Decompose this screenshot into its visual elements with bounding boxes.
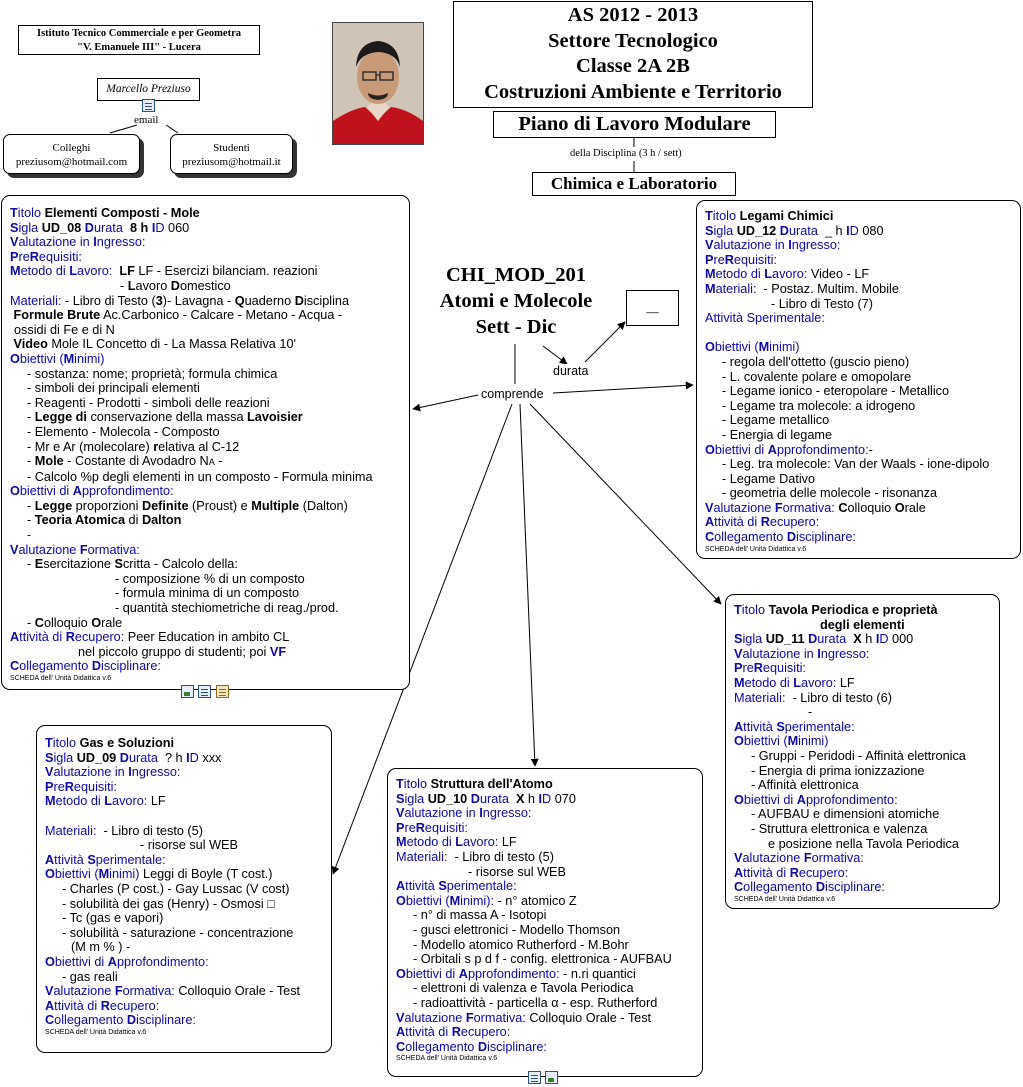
ud11-sigla: Sigla UD_11 Durata X h ID 000 <box>734 632 914 647</box>
contact-studenti[interactable] <box>170 134 293 174</box>
ud08-formule-line2: ossidi di Fe e di N <box>14 322 115 337</box>
contact-studenti-email[interactable]: preziusom@hotmail.it <box>182 156 281 168</box>
comprende-label: comprende <box>481 387 544 401</box>
disciplina-label: della Disciplina (3 h / sett) <box>570 148 682 159</box>
ud12-coll-disc: Collegamento Disciplinare: <box>705 530 856 545</box>
ud11-val-ingresso: Valutazione in Ingresso: <box>734 646 870 661</box>
module-title-block[interactable] <box>418 262 614 340</box>
ud08-val-esercitazione: - Esercitazione Scritta - Calcolo della: <box>27 557 238 572</box>
contact-colleghi[interactable] <box>3 134 140 174</box>
ud10-ob-min-1: - n° di massa A - Isotopi <box>413 908 547 923</box>
ud11-metodo: Metodo di Lavoro: LF <box>734 675 855 690</box>
ud12-materiali: Materiali: - Postaz. Multim. Mobile <box>705 281 899 296</box>
notes-attachment-icon[interactable] <box>528 1071 541 1084</box>
ud12-ob-appr-3: - geometria delle molecole - risonanza <box>722 486 938 501</box>
header-line4: Costruzioni Ambiente e Territorio <box>484 80 782 103</box>
plan-title: Piano di Lavoro Modulare <box>518 113 751 135</box>
ud09-coll-disc: Collegamento Disciplinare: <box>45 1013 196 1028</box>
email-label: email <box>134 114 159 126</box>
ud08-materiali: Materiali: - Libro di Testo (3)- Lavagna - Quaderno Disciplina <box>10 293 350 308</box>
ud12-val-ingresso: Valutazione in Ingresso: <box>705 238 841 253</box>
ud09-prereq: PreRequisiti: <box>45 779 117 794</box>
ud08-prereq: PreRequisiti: <box>10 249 82 264</box>
ud11-ob-min-label: Obiettivi (Minimi) <box>734 734 829 749</box>
ud08-metodo-line2: - Lavoro Domestico <box>120 278 231 293</box>
ud11-titolo: Titolo Tavola Periodica e proprietà <box>734 603 938 617</box>
ud11-ob-appr-3: e posizione nella Tavola Periodica <box>768 836 959 851</box>
ud12-materiali-line2: - Libro di Testo (7) <box>771 296 874 311</box>
contact-colleghi-email[interactable]: preziusom@hotmail.com <box>15 156 128 168</box>
ud09-val-form: Valutazione Formativa: Colloquio Orale - Test <box>45 984 301 999</box>
subject-title: Chimica e Laboratorio <box>550 174 718 193</box>
ud12-ob-min-5: - Legame metallico <box>722 413 830 428</box>
ud08-ob-min-1: - sostanza: nome; proprietà; formula chimica <box>27 366 278 381</box>
ud09-scheda: SCHEDA dell' Unità Didattica v.6 <box>45 1028 147 1036</box>
ud11-prereq: PreRequisiti: <box>734 661 806 676</box>
ud12-sigla: Sigla UD_12 Durata _ h ID 080 <box>705 223 884 238</box>
ud08-appr-teoria: - Teoria Atomica di Dalton <box>27 513 182 528</box>
arrow-to-ud10 <box>520 404 535 766</box>
ud11-materiali-line2: - <box>808 705 813 720</box>
ud12-ob-min-3: - Legame ionico - eteropolare - Metallico <box>722 384 950 399</box>
ud11-ob-appr-label: Obiettivi di Approfondimento: <box>734 792 898 807</box>
connector-module-durata <box>543 346 567 364</box>
ud09-att-rec: Attività di Recupero: <box>45 998 160 1013</box>
ud10-ob-min-3: - Modello atomico Rutherford - M.Bohr <box>413 937 629 952</box>
notes-attachment-icon[interactable] <box>198 685 211 698</box>
ud10-metodo: Metodo di Lavoro: LF <box>396 835 517 850</box>
ud08-coll-disc: Collegamento Disciplinare: <box>10 659 161 674</box>
author-box[interactable] <box>97 78 200 101</box>
document-attachment-icon[interactable] <box>216 685 229 698</box>
ud12-ob-min-1: - regola dell'ottetto (guscio pieno) <box>722 354 910 369</box>
ud11-ob-appr-2: - Struttura elettronica e valenza <box>751 821 928 836</box>
ud09-ob-min-5: (M m % ) - <box>71 940 131 955</box>
ud08-appr-dash: - <box>27 528 32 543</box>
ud08-val-form-label: Valutazione Formativa: <box>10 542 140 557</box>
ud11-val-form: Valutazione Formativa: <box>734 851 864 866</box>
ud11-scheda: SCHEDA dell' Unità Didattica v.6 <box>734 895 836 903</box>
ud08-metodo: Metodo di Lavoro: LF LF - Esercizi bilanciam. reazioni <box>10 264 318 279</box>
ud09-ob-min-2: - solubilità dei gas (Henry) - Osmosi □ <box>62 896 275 911</box>
durata-label: durata <box>553 364 589 378</box>
spreadsheet-attachment-icon[interactable] <box>545 1071 558 1084</box>
ud08-scheda: SCHEDA dell' Unità Didattica v.6 <box>10 675 112 682</box>
ud09-val-ingresso: Valutazione in Ingresso: <box>45 765 181 780</box>
contact-studenti-label: Studenti <box>213 142 250 154</box>
ud10-coll-disc: Collegamento Disciplinare: <box>396 1039 547 1054</box>
ud11-att-sper: Attività Sperimentale: <box>734 719 855 734</box>
ud12-metodo: Metodo di Lavoro: Video - LF <box>705 267 870 282</box>
ud08-titolo: Titolo Elementi Composti - Mole <box>10 206 200 220</box>
ud09-ob-min-3: - Tc (gas e vapori) <box>62 911 164 926</box>
unit-card-ud09[interactable] <box>36 725 332 1053</box>
ud10-materiali-line2: - risorse sul WEB <box>468 864 566 879</box>
ud10-ob-min-label: Obiettivi (Minimi): - n° atomico Z <box>396 893 577 908</box>
ud10-ob-min-4: - Orbitali s p d f - config. elettronica - AUFBAU <box>413 952 672 967</box>
unit-card-ud12[interactable] <box>696 200 1021 559</box>
ud11-titolo-line2: degli elementi <box>820 617 905 632</box>
ud08-val-ingresso: Valutazione in Ingresso: <box>10 235 146 250</box>
ud10-sigla: Sigla UD_10 Durata X h ID 070 <box>396 791 576 806</box>
ud08-video: Video Mole IL Concetto di - La Massa Relativa 10' <box>13 337 296 352</box>
unit-card-ud08[interactable] <box>1 195 410 690</box>
ud12-ob-min-label: Obiettivi (Minimi) <box>705 340 800 355</box>
ud09-sigla: Sigla UD_09 Durata ? h ID xxx <box>45 750 222 765</box>
ud11-ob-min-2: - Energia di prima ionizzazione <box>751 763 925 778</box>
ud08-formule: Formule Brute Ac.Carbonico - Calcare - Metano - Acqua - <box>13 308 343 323</box>
ud08-ob-min-4: - Elemento - Molecola - Composto <box>27 424 220 439</box>
unit-card-ud11[interactable] <box>725 594 1000 909</box>
durata-value-box <box>626 290 679 326</box>
ud10-scheda: SCHEDA dell' Unità Didattica v.6 <box>396 1055 498 1063</box>
ud12-ob-min-6: - Energia di legame <box>722 427 833 442</box>
ud08-val-item-1: - composizione % di un composto <box>115 571 305 586</box>
header-line1: AS 2012 - 2013 <box>567 4 699 26</box>
plan-title-box <box>493 111 776 138</box>
unit-card-ud10[interactable] <box>387 768 703 1077</box>
ud12-blank <box>705 326 1020 341</box>
ud08-ob-min-label: Obiettivi (Minimi) <box>10 351 105 366</box>
ud08-mole: - Mole - Costante di Avodadro NA - <box>27 454 223 469</box>
ud09-titolo: Titolo Gas e Soluzioni <box>45 736 175 750</box>
header-box <box>453 1 813 108</box>
author-photo <box>332 22 424 145</box>
ud08-val-item-3: - quantità stechiometriche di reag./prod. <box>115 601 339 616</box>
ud10-ob-appr-1: - elettroni di valenza e Tavola Periodica <box>413 981 634 996</box>
school-box <box>18 25 260 55</box>
ud08-recupero: Attività di Recupero: Peer Education in ambito CL <box>10 630 290 645</box>
ud11-ob-min-3: - Affinità elettronica <box>751 778 859 793</box>
ud10-ob-appr-2: - radioattività - particella α - esp. Rutherford <box>413 995 658 1010</box>
ud08-legge: - Legge di conservazione della massa Lavoisier <box>27 410 303 425</box>
ud12-att-sper: Attività Sperimentale: <box>705 311 825 326</box>
ud08-ob-min-2: - simboli dei principali elementi <box>27 381 200 396</box>
ud11-coll-disc: Collegamento Disciplinare: <box>734 880 885 895</box>
school-line2: "V. Emanuele III" - Lucera <box>77 42 201 53</box>
ud09-att-sper: Attività Sperimentale: <box>45 852 166 867</box>
ud09-materiali-line2: - risorse sul WEB <box>140 838 238 853</box>
image-attachment-icon[interactable] <box>181 685 194 698</box>
header-line2: Settore Tecnologico <box>548 29 718 52</box>
ud12-ob-appr-1: - Leg. tra molecole: Van der Waals - ione-dipolo <box>722 457 990 472</box>
ud12-ob-appr-2: - Legame Dativo <box>722 471 816 486</box>
ud10-ob-min-2: - gusci elettronici - Modello Thomson <box>413 922 621 937</box>
ud08-val-item-2: - formula minima di un composto <box>115 586 300 601</box>
author-notes-icon[interactable] <box>142 99 155 112</box>
ud12-val-form: Valutazione Formativa: Colloquio Orale <box>705 500 926 515</box>
arrow-to-ud11 <box>530 404 721 604</box>
ud11-ob-min-1: - Gruppi - Peridodi - Affinità elettronica <box>751 748 966 763</box>
ud12-scheda: SCHEDA dell' Unità Didattica v.6 <box>705 545 807 553</box>
ud08-appr-legge: - Legge proporzioni Definite (Proust) e Multiple (Dalton) <box>27 498 348 513</box>
ud12-att-rec: Attività di Recupero: <box>705 515 820 530</box>
module-title: Atomi e Molecole <box>439 290 593 312</box>
ud12-titolo: Titolo Legami Chimici <box>705 209 834 223</box>
arrow-to-ud08 <box>413 395 478 409</box>
ud10-att-rec: Attività di Recupero: <box>396 1025 511 1040</box>
ud10-prereq: PreRequisiti: <box>396 820 468 835</box>
ud11-materiali: Materiali: - Libro di testo (6) <box>734 690 892 705</box>
ud09-metodo: Metodo di Lavoro: LF <box>45 794 166 809</box>
ud09-materiali: Materiali: - Libro di testo (5) <box>45 823 203 838</box>
ud10-val-form: Valutazione Formativa: Colloquio Orale - Test <box>396 1010 652 1025</box>
arrow-to-ud12 <box>553 385 693 393</box>
ud10-val-ingresso: Valutazione in Ingresso: <box>396 806 532 821</box>
ud09-ob-min-label: Obiettivi (Minimi) Leggi di Boyle (T cost.) <box>45 867 273 882</box>
ud08-ob-min-3: - Reagenti - Prodotti - simboli delle reazioni <box>27 395 270 410</box>
author-name: Marcello Preziuso <box>106 83 191 95</box>
ud09-ob-min-1: - Charles (P cost.) - Gay Lussac (V cost) <box>62 881 290 896</box>
contact-colleghi-label: Colleghi <box>52 142 91 154</box>
ud08-ob-appr-label: Obiettivi di Approfondimento: <box>10 484 174 499</box>
ud10-att-sper: Attività Sperimentale: <box>396 879 517 894</box>
ud08-colloquio: - Colloquio Orale <box>27 615 123 630</box>
ud08-sigla: Sigla UD_08 Durata 8 h ID 060 <box>10 220 190 235</box>
ud09-ob-appr-1: - gas reali <box>62 969 118 984</box>
ud10-titolo: Titolo Struttura dell'Atomo <box>396 777 553 791</box>
ud12-ob-min-2: - L. covalente polare e omopolare <box>722 369 912 384</box>
ud09-blank <box>45 809 331 824</box>
connector-author-colleghi <box>110 125 137 133</box>
ud10-attachment-icons <box>528 1069 558 1087</box>
school-line1: Istituto Tecnico Commerciale e per Geometra <box>36 28 242 39</box>
header-line3: Classe 2A 2B <box>576 55 690 77</box>
ud09-ob-appr-label: Obiettivi di Approfondimento: <box>45 954 209 969</box>
ud10-ob-appr-label: Obiettivi di Approfondimento: - n.ri quantici <box>396 966 636 981</box>
durata-value: __ <box>646 302 659 314</box>
ud11-ob-appr-1: - AUFBAU e dimensioni atomiche <box>751 807 940 822</box>
ud09-ob-min-4: - solubilità - saturazione - concentrazione <box>62 925 294 940</box>
ud08-titolo-value: Elementi Composti - Mole <box>44 206 200 220</box>
module-period: Sett - Dic <box>475 316 557 338</box>
ud12-prereq: PreRequisiti: <box>705 252 777 267</box>
ud12-ob-min-4: - Legame tra molecole: a idrogeno <box>722 398 916 413</box>
connector-author-studenti <box>166 125 178 133</box>
ud08-attachment-icons <box>181 683 229 701</box>
ud08-recupero-line2: nel piccolo gruppo di studenti; poi VF <box>78 644 287 659</box>
ud12-ob-appr-label: Obiettivi di Approfondimento:- <box>705 442 873 457</box>
ud08-mr: - Mr e Ar (molecolare) relativa al C-12 <box>27 439 240 454</box>
ud11-att-rec: Attività di Recupero: <box>734 865 849 880</box>
module-code: CHI_MOD_201 <box>445 264 587 286</box>
ud08-calcolo: - Calcolo %p degli elementi in un composto - Formula minima <box>27 469 373 484</box>
subject-box <box>532 172 736 196</box>
ud10-materiali: Materiali: - Libro di testo (5) <box>396 849 554 864</box>
portrait-illustration <box>333 23 423 144</box>
